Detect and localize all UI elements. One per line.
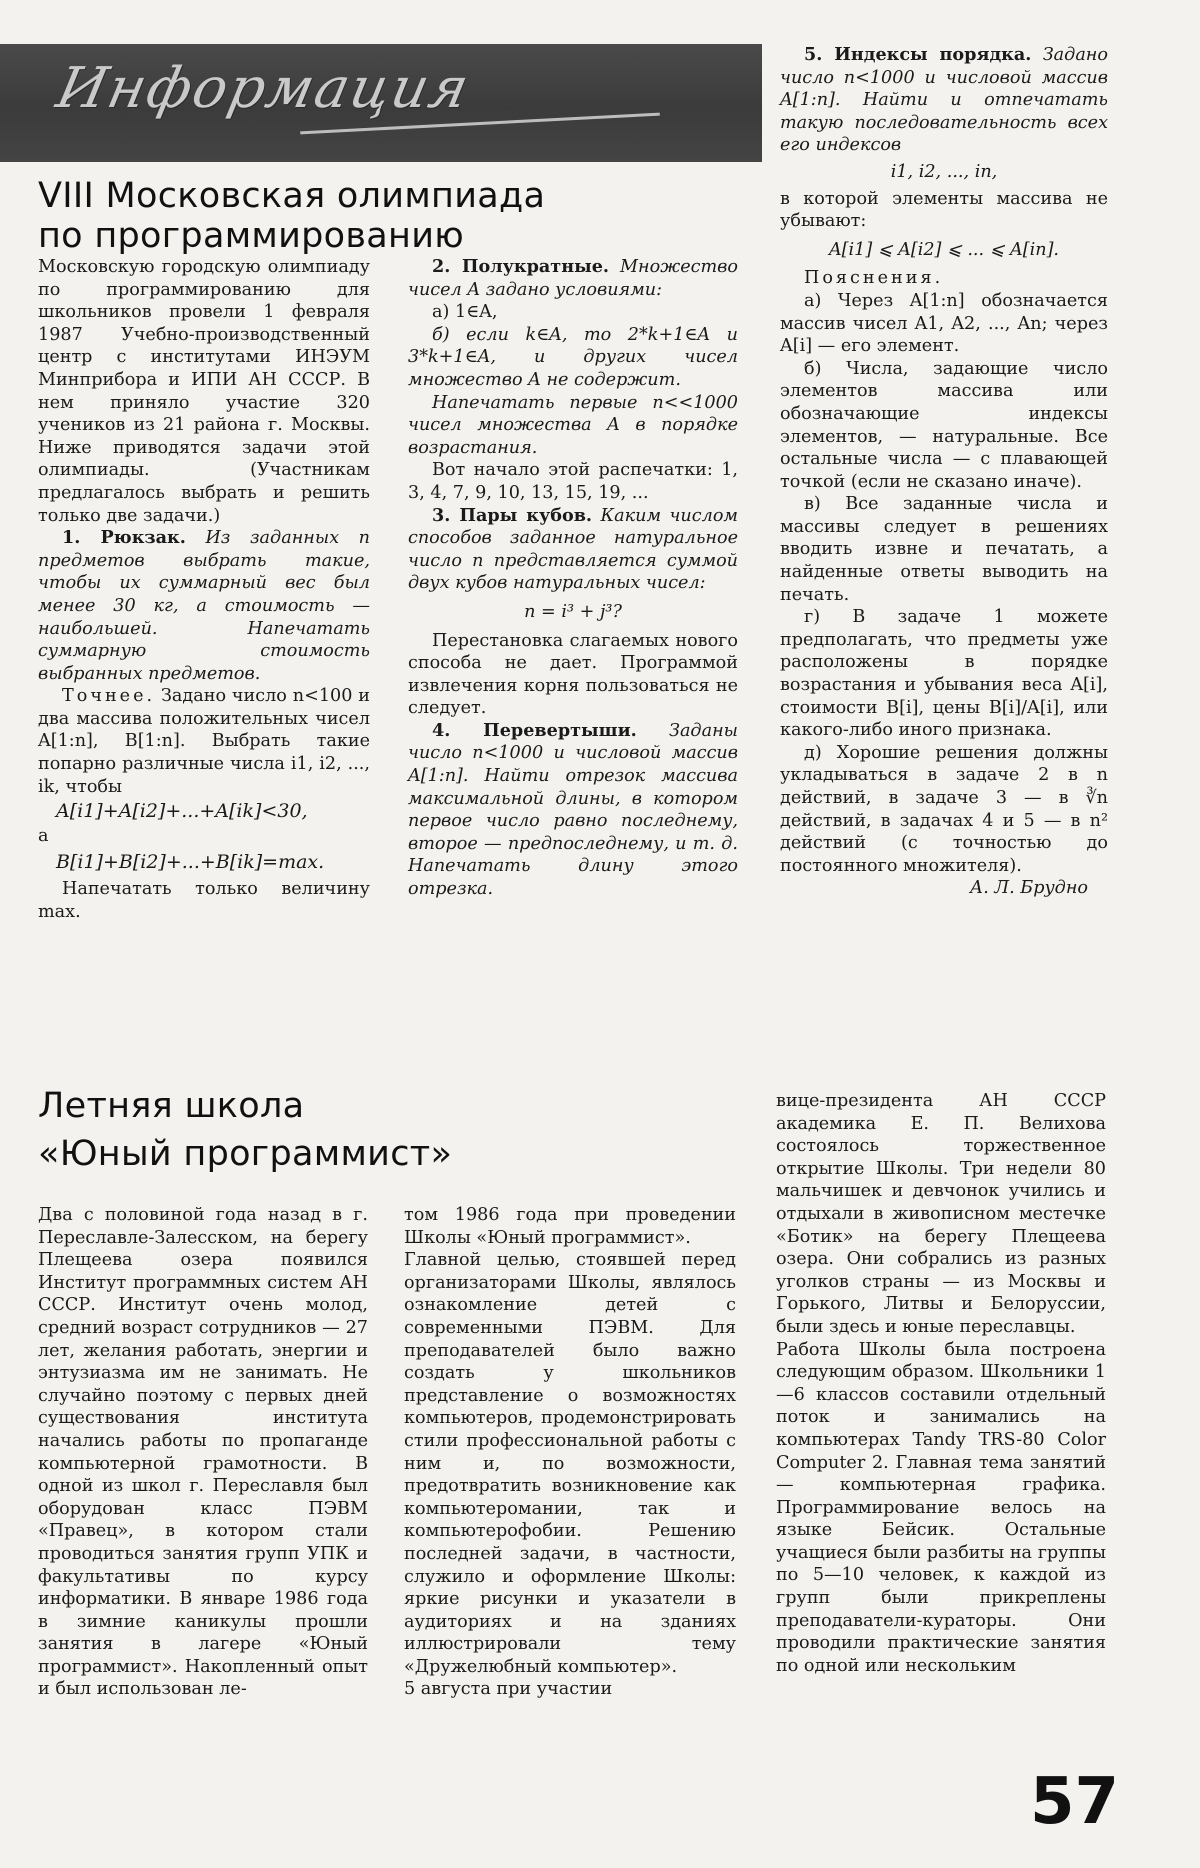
problem-2 bbox=[408, 256, 738, 301]
problem-5-text: Задано число n<1000 и числовой массив A[1:n]. Найти и отпечатать такую последовательность всех его индексов bbox=[780, 45, 1108, 156]
explanation-a: а) Через A[1:n] обозначается массив чисел A1, A2, ..., An; через A[i] — его элемент. bbox=[780, 290, 1108, 357]
formula-conjunction: а bbox=[38, 825, 49, 846]
problem-3-note: Перестановка слагаемых нового способа не дает. Программой извлечения корня пользоваться не следует. bbox=[408, 630, 738, 719]
problem-5 bbox=[780, 44, 1108, 157]
article1-title-line2: по программированию bbox=[38, 216, 465, 256]
article2-title-line2: «Юный программист» bbox=[38, 1134, 453, 1174]
article2-paragraph-2: том 1986 года при проведении Школы «Юный программист». bbox=[404, 1205, 736, 1248]
explanations-heading: Пояснения. bbox=[804, 268, 944, 289]
article1-column-2 bbox=[408, 256, 738, 901]
explanation-c: в) Все заданные числа и массивы следует в решениях вводить извне и печатать, а найденные ответы выводить на печать. bbox=[780, 494, 1108, 605]
problem-3 bbox=[408, 505, 738, 595]
article2-column-1 bbox=[38, 1204, 368, 1701]
page-number: 57 bbox=[1030, 1765, 1120, 1839]
problem-5-index-list: i1, i2, ..., in, bbox=[890, 161, 998, 182]
problem-1-detail-text: Задано число n<100 и два массива положительных чисел A[1:n], B[1:n]. Выбрать такие попарно различные числа i1, i2, ..., ik, чтобы bbox=[38, 686, 370, 797]
explanation-e: д) Хорошие решения должны укладываться в задаче 2 в n действий, в задаче 3 — в ∛n действий, в задачах 4 и 5 — в n² действий (с точностью до постоянного множителя). bbox=[780, 742, 1108, 876]
article2-paragraph-5: вице-президента АН СССР академика Е. П. Велихова состоялось торжественное открытие Школы. Три недели 80 мальчишек и девчонок учились и отдыхали в живописном местечке «Ботик» на берегу Плещеева озера. Они собрались из разных уголков страны — из Москвы и Горького, Литвы и Белоруссии, были здесь и юные переславцы. bbox=[776, 1091, 1106, 1337]
problem-3-heading: 3. Пары кубов. bbox=[432, 504, 593, 526]
problem-2-heading: 2. Полукратные. bbox=[432, 256, 610, 277]
problem-3-text: Каким числом способов заданное натуральное число n представляется суммой двух кубов натуральных чисел: bbox=[408, 505, 739, 594]
article2-column-2 bbox=[404, 1204, 736, 1701]
article1-author: А. Л. Брудно bbox=[969, 878, 1088, 899]
problem-2-condition-b: б) если k∈A, то 2*k+1∈A и 3*k+1∈A, и других чисел множество A не содержит. bbox=[408, 324, 738, 390]
article1-intro: Московскую городскую олимпиаду по программированию для школьников провели 1 февраля 1987 Учебно-производственный центр с институтами ИНЭУМ Минприбора и ИПИ АН СССР. В нем приняло участие 320 учеников из 21 района г. Москвы. Ниже приводятся задачи этой олимпиады. (Участникам предлагалось выбрать и решить только две задачи.) bbox=[38, 257, 370, 526]
problem-1 bbox=[38, 527, 370, 685]
rubric-title: Информация bbox=[51, 56, 477, 121]
explanation-d: г) В задаче 1 можете предполагать, что предметы уже расположены в порядке возрастания и убывания веса A[i], стоимости B[i], цены B[i]/A[i], или какого-либо иного признака. bbox=[780, 607, 1108, 741]
article2-column-3 bbox=[776, 1090, 1106, 1677]
article2-title bbox=[38, 1082, 452, 1178]
article2-title-line1: Летняя школа bbox=[38, 1086, 305, 1126]
problem-1-text: Из заданных n предметов выбрать такие, чтобы их суммарный вес был менее 30 кг, а стоимость — наибольшей. Напечатать суммарную стоимость выбранных предметов. bbox=[38, 528, 371, 684]
problem-2-condition-a: а) 1∈A, bbox=[432, 302, 498, 323]
problem-2-task: Напечатать первые n<<1000 чисел множества A в порядке возрастания. bbox=[408, 392, 738, 458]
problem-4 bbox=[408, 720, 738, 901]
problem-1-heading: 1. Рюкзак. bbox=[62, 527, 186, 549]
problem-2-sample: Вот начало этой распечатки: 1, 3, 4, 7, 9, 10, 13, 15, 19, ... bbox=[408, 460, 738, 503]
problem-3-formula: n = i³ + j³? bbox=[524, 601, 622, 622]
problem-5-heading: 5. Индексы порядка. bbox=[804, 44, 1032, 65]
problem-5-continuation: в которой элементы массива не убывают: bbox=[780, 188, 1108, 232]
problem-4-heading: 4. Перевертыши. bbox=[432, 719, 637, 741]
rubric-banner bbox=[0, 44, 762, 162]
article2-paragraph-6: Работа Школы была построена следующим образом. Школьники 1—6 классов составили отдельный поток и занимались на компьютерах Tandy TRS-80 Color Computer 2. Главная тема занятий — компьютерная графика. Программирование велось на языке Бейсик. Остальные учащиеся были разбиты на группы по 5—10 человек, к каждой из групп были прикреплены преподаватели-кураторы. Они проводили практические занятия по одной или нескольким bbox=[776, 1339, 1106, 1676]
article1-title-line1: VIII Московская олимпиада bbox=[38, 176, 546, 216]
explanation-b: б) Числа, задающие число элементов массива или обозначающие индексы элементов, — натуральные. Все остальные числа — с плавающей точкой (если не сказано иначе). bbox=[780, 358, 1108, 492]
problem-1-detail bbox=[38, 685, 370, 798]
article2-paragraph-3: Главной целью, стоявшей перед организаторами Школы, являлось ознакомление детей с современными ПЭВМ. Для преподавателей было важно создать у школьников представление о возможностях компьютеров, продемонстрировать стили профессиональной работы с ним и, по возможности, предотвратить возникновение как компьютеромании, так и компьютерофобии. Решению последней задачи, в частности, служило и оформление Школы: яркие рисунки и указатели в аудиториях и на зданиях иллюстрировали тему «Дружелюбный компьютер». bbox=[404, 1250, 736, 1677]
problem-2-text: Множество чисел A задано условиями: bbox=[408, 257, 739, 300]
problem-4-text: Заданы число n<1000 и числовой массив A[1:n]. Найти отрезок массива максимальной длины, в котором первое число равно последнему, второе — предпоследнему, и т. д. Напечатать длину этого отрезка. bbox=[408, 720, 738, 900]
formula-weight: A[i1]+A[i2]+...+A[ik]<30, bbox=[56, 800, 308, 823]
article1-column-3 bbox=[780, 44, 1108, 900]
problem-1-output: Напечатать только величину max. bbox=[38, 879, 370, 922]
problem-5-inequality: A[i1] ⩽ A[i2] ⩽ ... ⩽ A[in]. bbox=[828, 239, 1060, 260]
article2-paragraph-1: Два с половиной года назад в г. Переславле-Залесском, на берегу Плещеева озера появился Институт программных систем АН СССР. Институт очень молод, средний возраст сотрудников — 27 лет, желания работать, энергии и энтузиазма им не занимать. Не случайно поэтому с первых дней существования института начались работы по пропаганде компьютерной грамотности. В одной из школ г. Переславля был оборудован класс ПЭВМ «Правец», в котором стали проводиться занятия групп УПК и факультативы по курсу информатики. В январе 1986 года в зимние каникулы прошли занятия в лагере «Юный программист». Накопленный опыт и был использован ле- bbox=[38, 1205, 368, 1700]
formula-cost: B[i1]+B[i2]+...+B[ik]=max. bbox=[56, 851, 325, 874]
article1-title bbox=[38, 176, 545, 256]
article2-paragraph-4: 5 августа при участии bbox=[404, 1679, 613, 1700]
problem-1-detail-heading: Точнее. bbox=[62, 686, 156, 707]
article1-column-1 bbox=[38, 256, 370, 923]
